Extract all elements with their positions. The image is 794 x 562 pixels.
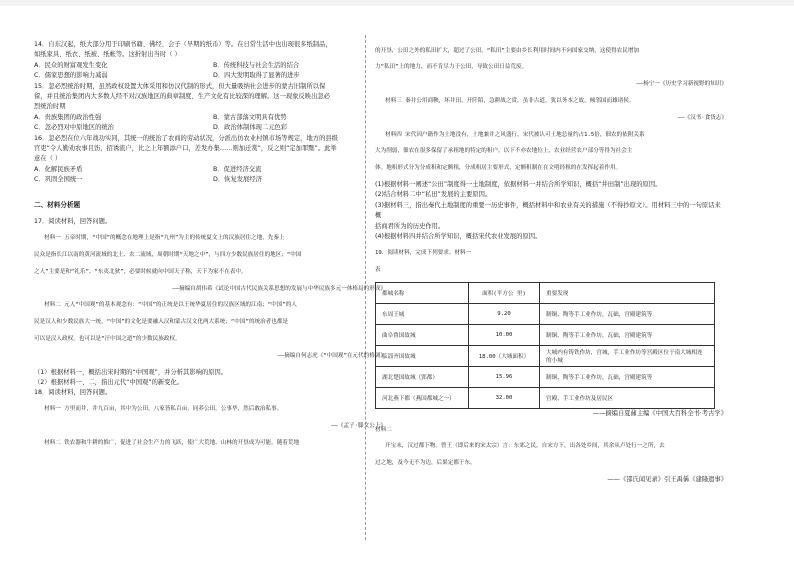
q16-option-c[interactable]: C．巩固全国统一 xyxy=(34,176,83,184)
table-cell: 曲阜鲁国故城 xyxy=(376,324,469,345)
right-column xyxy=(375,40,727,485)
q15-stem-1: 15．忽必烈统治时期，虽然政权设置大体采用和仿汉代制的形式，但大量吸纳社会进步的蒙古旧制所以保 xyxy=(34,82,326,90)
table-cell: 临淄齐国故城 xyxy=(376,345,469,366)
table-cell: 15.96 xyxy=(469,366,540,387)
table-cell: 制铜、陶等手工业作坊，瓦础，宫殿建筑等 xyxy=(540,303,715,324)
table-row xyxy=(376,303,715,324)
q18-material2-cont-1: 的开垦，公田之外的私田扩大，超过了公田。“私田”主要由乡长利用时间内不向国家交纳，这使得农民增加 xyxy=(375,47,640,54)
table-cell: 东周王城 xyxy=(376,303,469,324)
table-cell: 宫殿、手工业作坊及居民区 xyxy=(540,387,715,408)
q15-stem-3: 烈统治时期 xyxy=(34,103,66,111)
q16-stem-1: 16．忽必烈在位六年战功实同，其统一的统治了农商的劳动状况，分派出仿农业村镇市场等规定，地方的县级 xyxy=(34,134,338,142)
q19-material2-line2: 过之地，及今无不为边，后果定都于东。 xyxy=(375,460,476,467)
q15-option-b[interactable]: B．蒙古部落文明具有优势 xyxy=(213,113,287,121)
q18-question3-cont: 括商君所为的历史作用。 xyxy=(375,222,445,230)
q16-option-a[interactable]: A．化解民族矛盾 xyxy=(34,165,83,173)
q14-stem-2: 如纸家具、纸衣、纸被、纸帐等。这折射出当时（ ） xyxy=(34,51,181,59)
table-cell: 9.20 xyxy=(469,303,540,324)
table-cell: 制铜、陶等手工业作坊，瓦础，宫殿建筑等 xyxy=(540,324,715,345)
q18-material3: 材料三 秦并公用商鞅，坏井田，开阡陌，急耕战之赏，虽非古道，犹以务本之故，倾邻国而雄诸侯。 xyxy=(385,97,635,104)
q17-source1: ——摘编自胡伟希《试论中国古代民族关系思想的发展与中华民族多元一体格局的形成》 xyxy=(172,285,386,292)
q18-material2: 材料二 铁农器和牛耕的推广，促进了社会生产力的飞跃，使广大荒地、山林的开垦成为可能。随着荒地 xyxy=(44,440,300,447)
q15-option-c[interactable]: C．忽必烈对中原地区的统治 xyxy=(34,124,114,132)
table-cell: 18.00（大城面积） xyxy=(469,345,540,366)
q14-stem-1: 14．自东汉起，纸大部分用于印刷书籍、佛经、会子（早期的纸币）等。在日常生活中也出现很多纸制品， xyxy=(34,41,332,48)
q16-stem-2: 官吏“令人勤劝农事且饬，招诱流户，比之上年额添户口，差发办集……则加迁赏”，反之则“定加罪黜”。此举 xyxy=(34,145,337,153)
q19-material2-title: 材料二 xyxy=(375,426,392,433)
q17-heading: 17．阅读材料，回答问题。 xyxy=(34,218,112,226)
q18-material1: 材料一 方里而井，井九百亩，其中为公田。八家皆私百亩，同养公田。公事毕，然后敢治私事。 xyxy=(44,406,283,413)
q15-option-d[interactable]: D．政治体制体现二元色彩 xyxy=(213,124,288,132)
table-cell: 10.00 xyxy=(469,324,540,345)
q16-option-b[interactable]: B．促进经济交流 xyxy=(213,165,262,173)
q15-options xyxy=(34,113,386,134)
q14-option-c[interactable]: C．儒家思想的影响力减弱 xyxy=(34,72,108,80)
section-heading-material-analysis: 二、材料分析题 xyxy=(34,200,81,209)
q18-material4-line1: 材料四 宋代因户籍作为土地没有，土地兼并之风盛行，宋代被认可土地总量约占1.5倍，佃农的依附关系 xyxy=(385,131,645,138)
q18-source2: ——杨宁一《历史学习新视野的知识》 xyxy=(636,81,727,88)
q14-option-a[interactable]: A．民众的财富观发生变化 xyxy=(34,61,108,69)
q17-source2: ——摘编自何志虎《“中国观”在元代的格调》 xyxy=(277,352,386,359)
q17-material2-line1: 材料二 元人“中国观”的基本观念有：“中国”的正统是以王统华夏居住的汉族区域的江南；“中国”的人 xyxy=(44,302,297,309)
table-cell: 河北燕下都（燕国都城之一） xyxy=(376,387,469,408)
q14-option-d[interactable]: D．四大发明取得了显著的进步 xyxy=(213,72,300,80)
q18-question4: (4)根据材料四并结合所学知识，概括宋代农业发展的原因。 xyxy=(375,233,542,240)
table-header-cell: 都城名称 xyxy=(376,282,469,303)
q16-option-d[interactable]: D．恢复发展经济 xyxy=(213,176,262,184)
table-cell: 32.00 xyxy=(469,387,540,408)
q18-source1: ——《孟子·滕文公上》 xyxy=(331,423,386,430)
q15-option-a[interactable]: A．贵族集团的政治性强 xyxy=(34,113,102,121)
q17-material1-line1: 材料一 五帝时期，“中国”的概念在地理上是指“九州”为主的传统夏文上的汉族居住之地，先秦上 xyxy=(44,235,285,242)
q14-option-b[interactable]: B．传统科技与社会生活的结合 xyxy=(213,61,300,69)
page-top-edge xyxy=(0,0,794,6)
q17-material2-line3: 可以是汉人政权，也可以是“汗中国之道”的少数民族政权。 xyxy=(34,336,181,343)
table-cell: 湖北楚国故城（郢都） xyxy=(376,366,469,387)
table-header-cell: 重要发现 xyxy=(540,282,715,303)
table-source: ——摘编自夏鼐主编《中国大百科全书·考古学》 xyxy=(592,409,727,417)
q17-material1-line2: 民众是指长江以南的黄河流域的北土、农二流域，周朝时期“天地之中”，与四方少数民族居住的地区；“中国 xyxy=(34,252,302,259)
q18-material2-cont-2: 力“私田”上的地力，而不肯尽力于公田，导致公田日益荒废。 xyxy=(375,64,528,71)
q17-material2-line2: 民是汉人和少数民族大一统，“中国”的文化是要融入汉和蒙古汉文化两大系统；“中国”的统治者也都是 xyxy=(34,319,289,326)
q18-heading: 18．阅读材料，回答问题。 xyxy=(34,389,112,397)
q16-options xyxy=(34,165,386,186)
table-cell: 制铜、陶等手工业作坊，瓦础，宫殿建筑等 xyxy=(540,366,715,387)
table-row xyxy=(376,387,715,408)
table-header-cell: 面积(平方公 里) xyxy=(469,282,540,303)
q19-heading: 19．阅读材料，完成下列要求。材料一 xyxy=(375,250,472,256)
q18-question2: (2)结合材料二中“私田”发展的主要原因。 xyxy=(375,191,492,199)
q17-question1: （1）根据材料一，概括出宋时期的“中国观”，并分析其影响的原因。 xyxy=(34,368,228,376)
q16-stem-3: 意在（ ） xyxy=(34,155,62,163)
q18-material4-line3: 体。地租形式分为分成租和定额租，分成租居主要形式，定额租制在在文明经租的在发挥起着作用。 xyxy=(375,165,622,172)
q19-material2-line1: 开宝末，汉过都下物。曾王（即后来的宋太宗）言：东郊之民，自宋方下，出各处乡间，其余从卢处行一之所，去 xyxy=(385,443,665,450)
q17-material1-line3: 之人”主要是和“礼乐”、“东夷北狄”，必要时候就向中国天子称，天下为家不在表中。 xyxy=(34,268,247,275)
table-label: 表 xyxy=(375,266,381,273)
q18-source3: ——《汉书·食货志》 xyxy=(677,114,727,121)
q17-question2: （2）根据材料一、二，指出元代“中国观”的新变化。 xyxy=(34,379,184,387)
table-header-row xyxy=(376,282,715,303)
q14-options xyxy=(34,61,386,82)
q18-material4-line2: 大为削弱，佃农在很多保留了承租地的特定的租户，以下不亦农地位上，农业经营农户部分等得为社会主 xyxy=(375,148,633,155)
left-column xyxy=(34,40,386,455)
table-row xyxy=(376,324,715,345)
q15-stem-2: 留，并且统治集团内大多数人经不对汉族地区的典章制度、生产文化有比较深的理解。这一现象反映出忽必 xyxy=(34,93,330,101)
q19-source: ——《邵氏闻见录》引王禹偁《建隆遗事》 xyxy=(607,475,727,483)
table-row xyxy=(376,345,715,366)
capital-cities-table xyxy=(375,282,715,409)
table-row xyxy=(376,366,715,387)
q18-question3: (3)据材料三，指出秦代土地制度的重要一历史事件，概括材料中和农业有关的措施（不得抄原文）。用材料三中的一句原话来概 xyxy=(375,201,721,220)
q18-question1: (1)根据材料一阐述“公田”制度得一土地制度，依据材料一并结合所学知识，概括“井田制”出现的原因。 xyxy=(375,180,662,188)
table-cell: 大城内有铸铁作坊，宫城，手工业作坊等宫殿区位于南大城相连的小城 xyxy=(540,345,715,366)
